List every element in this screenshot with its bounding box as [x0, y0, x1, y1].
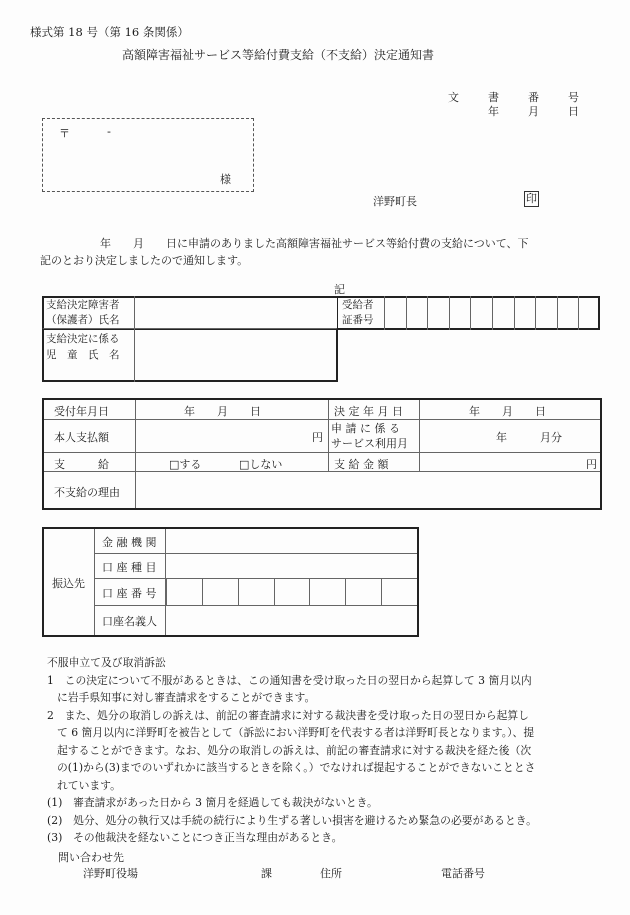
label-line: 支給決定に係る: [46, 333, 120, 345]
payment-label: 支 給: [54, 458, 109, 471]
label-line: 証番号: [342, 314, 374, 326]
account-type-field[interactable]: [166, 554, 417, 578]
digit-cell[interactable]: [238, 579, 274, 605]
sub-note-3: (3) その他裁決を経ないことにつき正当な理由があるとき。: [47, 831, 343, 844]
account-number-cells: [166, 579, 417, 605]
digit-cell[interactable]: [384, 296, 406, 330]
contact-address: 住所: [320, 867, 342, 880]
contact-section: [58, 850, 538, 882]
digit-cell[interactable]: [309, 579, 345, 605]
digit-cell[interactable]: [514, 296, 536, 330]
document-title: 高額障害福祉サービス等給付費支給（不支給）決定通知書: [122, 48, 435, 62]
decision-table: [42, 398, 602, 510]
digit-cell[interactable]: [406, 296, 428, 330]
recipient-name-field[interactable]: [135, 298, 337, 328]
digit-cell[interactable]: [578, 296, 600, 330]
intro-text: [40, 235, 600, 269]
form-number: 様式第 18 号（第 16 条関係）: [30, 25, 189, 39]
honorific: 様: [220, 173, 231, 186]
self-pay-yen: 円: [312, 431, 323, 444]
account-holder-label: 口座名義人: [102, 615, 157, 628]
doc-char: 書: [488, 91, 499, 104]
intro-line-1: 年 月 日に申請のありました高額障害福祉サービス等給付費の支給について、下: [100, 237, 529, 250]
bank-field[interactable]: [166, 529, 417, 553]
cert-number-label: [342, 298, 374, 328]
postal-mark: 〒: [59, 127, 70, 140]
note-2-cont: れています。: [57, 778, 121, 792]
digit-cell[interactable]: [535, 296, 557, 330]
reason-label: 不支給の理由: [54, 486, 120, 499]
intro-line-2: 記のとおり決定しましたので通知します。: [40, 254, 249, 267]
issue-date: [488, 103, 579, 119]
self-pay-label: 本人支払額: [54, 431, 109, 444]
received-date-label: 受付年月日: [54, 405, 109, 418]
contact-line: [58, 866, 538, 882]
digit-cell[interactable]: [345, 579, 381, 605]
contact-heading: 問い合わせ先: [58, 851, 124, 864]
cert-number-cells: [384, 296, 600, 330]
child-name-label: [46, 331, 120, 363]
account-type-label: 口 座 種 目: [102, 561, 157, 574]
seal-box: 印: [526, 192, 537, 205]
note-1: 1 この決定について不服があるときは、この通知書を受け取った日の翌日から起算して 3 箇月以内: [47, 673, 532, 687]
account-holder-field[interactable]: [166, 606, 417, 635]
label-line: 受給者: [342, 299, 374, 311]
child-name-field[interactable]: [135, 330, 337, 380]
service-month-value[interactable]: 年 月分: [496, 431, 562, 444]
option-yes-checkbox[interactable]: □する: [169, 458, 202, 471]
label-line: 申 請 に 係 る: [331, 422, 400, 435]
digit-cell[interactable]: [381, 579, 417, 605]
note-1-cont: に岩手県知事に対し審査請求をすることができます。: [57, 691, 316, 704]
digit-cell[interactable]: [470, 296, 492, 330]
reason-field[interactable]: [136, 472, 600, 508]
payment-amount-yen: 円: [586, 458, 597, 471]
doc-char: 号: [568, 91, 579, 104]
ki-heading: 記: [334, 283, 345, 296]
account-number-label: 口 座 番 号: [102, 587, 157, 600]
self-pay-field[interactable]: [136, 420, 328, 452]
digit-cell[interactable]: [274, 579, 310, 605]
recipient-table: [42, 296, 600, 382]
sub-note-2: (2) 処分、処分の執行又は手続の続行により生ずる著しい損害を避けるため緊急の必要があるとき。: [47, 813, 537, 827]
option-no-checkbox[interactable]: □しない: [239, 458, 283, 471]
date-day: 日: [568, 105, 579, 118]
decision-date-value[interactable]: 年 月 日: [469, 405, 546, 418]
digit-cell[interactable]: [492, 296, 514, 330]
label-line: サービス利用月: [331, 437, 408, 450]
contact-section-unit: 課: [261, 867, 272, 880]
address-box[interactable]: [42, 118, 254, 192]
received-date-value[interactable]: 年 月 日: [184, 405, 261, 418]
postal-dash: -: [107, 125, 111, 138]
bank-transfer-table: [42, 527, 419, 637]
note-2-cont: て 6 箇月以内に洋野町を被告として（訴訟におい洋野町を代表する者は洋野町長となります。）、提: [57, 726, 535, 739]
payment-amount-field[interactable]: [420, 452, 600, 471]
appeal-notes: [47, 654, 537, 847]
payment-amount-label: 支 給 金 額: [334, 458, 389, 471]
doc-char: 文: [448, 91, 459, 104]
decision-date-label: 決 定 年 月 日: [334, 405, 403, 418]
digit-cell[interactable]: [449, 296, 471, 330]
digit-cell[interactable]: [202, 579, 238, 605]
label-line: 支給決定障害者: [46, 299, 120, 311]
digit-cell[interactable]: [427, 296, 449, 330]
note-2-cont: 起することができます。なお、処分の取消しの訴えは、前記の審査請求に対する裁決を経た後（次: [57, 743, 532, 757]
date-year: 年: [488, 105, 499, 118]
label-line: （保護者）氏名: [46, 314, 120, 326]
note-2: 2 また、処分の取消しの訴えは、前記の審査請求に対する裁決書を受け取った日の翌日から起算し: [47, 708, 529, 722]
mayor-title: 洋野町長: [373, 195, 417, 208]
doc-char: 番: [528, 91, 539, 104]
digit-cell[interactable]: [166, 579, 202, 605]
transfer-label: 振込先: [52, 577, 85, 590]
service-month-label: [331, 421, 408, 451]
note-2-cont: の(1)から(3)までのいずれかに該当するときを除く。）でなければ提起することができないこととさ: [57, 761, 536, 774]
notes-heading: 不服申立て及び取消訴訟: [47, 656, 166, 669]
sub-note-1: (1) 審査請求があった日から 3 箇月を経過しても裁決がないとき。: [47, 796, 378, 809]
recipient-name-label: [46, 298, 120, 328]
digit-cell[interactable]: [557, 296, 579, 330]
date-month: 月: [528, 105, 539, 118]
bank-label: 金 融 機 関: [102, 536, 157, 549]
contact-phone: 電話番号: [441, 867, 485, 880]
contact-office: 洋野町役場: [83, 867, 138, 880]
label-line: 児 童 氏 名: [46, 349, 120, 361]
